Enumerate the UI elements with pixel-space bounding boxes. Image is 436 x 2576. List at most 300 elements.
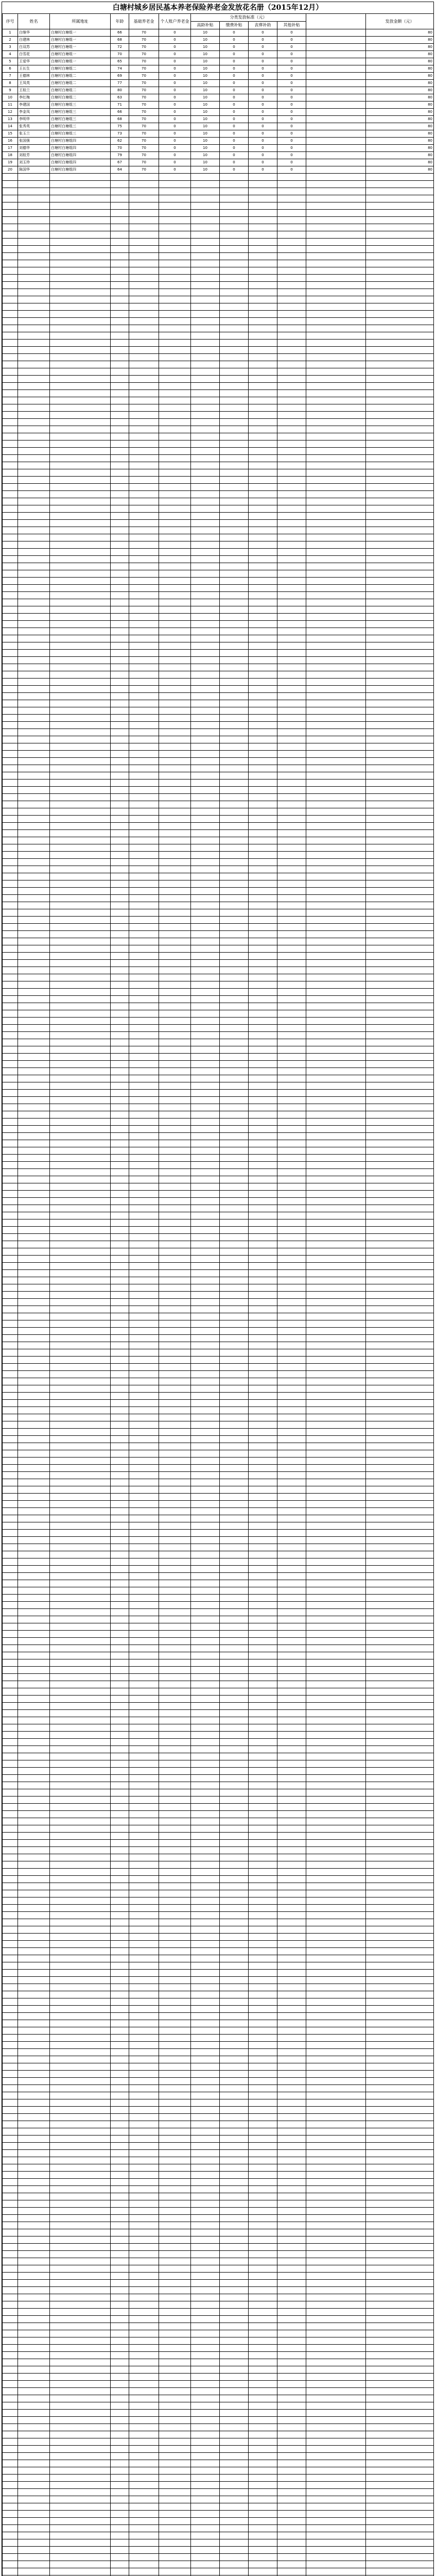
table-cell xyxy=(129,1256,159,1263)
table-cell xyxy=(50,1558,111,1566)
table-cell xyxy=(129,1212,159,1219)
table-cell xyxy=(191,1400,220,1407)
table-cell xyxy=(191,2330,220,2337)
table-cell xyxy=(277,2460,306,2467)
table-cell xyxy=(277,563,306,570)
table-cell xyxy=(18,404,50,412)
table-cell xyxy=(306,2056,366,2063)
table-cell xyxy=(306,1667,366,1674)
table-cell xyxy=(129,239,159,246)
table-row xyxy=(3,2222,434,2229)
table-cell xyxy=(18,2489,50,2496)
table-cell xyxy=(277,1869,306,1876)
table-cell xyxy=(366,1659,434,1667)
table-cell xyxy=(50,2568,111,2575)
table-cell xyxy=(50,2431,111,2438)
table-cell xyxy=(366,599,434,606)
table-cell xyxy=(191,938,220,945)
table-cell xyxy=(220,1176,249,1183)
table-cell xyxy=(18,1068,50,1075)
table-row xyxy=(3,1797,434,1804)
table-cell xyxy=(306,376,366,383)
table-cell xyxy=(3,1465,18,1472)
table-cell xyxy=(159,2525,191,2532)
table-cell xyxy=(220,1688,249,1696)
table-cell: 0 xyxy=(220,138,249,145)
table-cell xyxy=(129,1789,159,1797)
table-cell xyxy=(18,1046,50,1054)
table-row xyxy=(3,989,434,996)
table-cell xyxy=(306,772,366,779)
table-cell xyxy=(3,2099,18,2107)
table-cell xyxy=(18,549,50,556)
table-cell xyxy=(366,1486,434,1494)
table-row xyxy=(3,1652,434,1659)
table-cell xyxy=(3,1919,18,1926)
table-cell xyxy=(3,1450,18,1458)
table-cell xyxy=(249,2136,277,2143)
table-cell xyxy=(277,2518,306,2525)
table-cell xyxy=(191,1818,220,1825)
table-cell xyxy=(111,2316,129,2323)
table-cell xyxy=(111,1090,129,1097)
table-cell xyxy=(111,1645,129,1652)
table-cell xyxy=(366,2200,434,2208)
table-cell xyxy=(50,1840,111,1847)
table-cell xyxy=(129,1674,159,1681)
table-cell xyxy=(277,1111,306,1118)
table-cell xyxy=(191,2489,220,2496)
table-cell xyxy=(129,397,159,404)
table-cell xyxy=(18,1710,50,1717)
table-cell xyxy=(191,462,220,469)
table-cell xyxy=(191,491,220,498)
table-cell xyxy=(366,2532,434,2539)
table-cell xyxy=(129,217,159,224)
table-cell: 75 xyxy=(111,123,129,130)
table-cell xyxy=(159,1082,191,1090)
table-cell xyxy=(50,174,111,181)
table-cell xyxy=(3,1645,18,1652)
table-cell xyxy=(191,390,220,397)
table-cell xyxy=(366,1595,434,1602)
table-row xyxy=(3,1219,434,1227)
table-cell xyxy=(18,2287,50,2294)
table-cell xyxy=(191,1025,220,1032)
table-cell xyxy=(3,1580,18,1587)
table-cell xyxy=(366,253,434,260)
table-cell xyxy=(18,1681,50,1688)
table-cell xyxy=(306,945,366,953)
table-cell xyxy=(191,1833,220,1840)
table-cell xyxy=(249,1292,277,1299)
table-cell xyxy=(111,556,129,563)
table-cell xyxy=(50,534,111,541)
table-row xyxy=(3,1631,434,1638)
table-cell xyxy=(50,2410,111,2417)
table-cell xyxy=(220,2496,249,2503)
table-cell xyxy=(50,462,111,469)
table-cell xyxy=(50,924,111,931)
table-cell xyxy=(159,2186,191,2193)
table-cell xyxy=(159,2388,191,2395)
table-cell xyxy=(3,1537,18,1544)
table-cell xyxy=(18,2193,50,2200)
table-cell xyxy=(306,2013,366,2020)
table-cell xyxy=(159,1977,191,1984)
table-cell xyxy=(50,1357,111,1364)
table-cell xyxy=(249,1284,277,1292)
table-row xyxy=(3,311,434,318)
table-cell xyxy=(191,707,220,715)
table-cell xyxy=(191,693,220,700)
table-cell xyxy=(191,419,220,426)
table-cell xyxy=(306,2417,366,2424)
table-cell xyxy=(277,960,306,967)
table-cell xyxy=(159,1342,191,1349)
table-cell xyxy=(306,275,366,282)
table-cell xyxy=(277,1219,306,1227)
table-cell xyxy=(50,1724,111,1732)
table-row xyxy=(3,2049,434,2056)
table-cell xyxy=(111,1609,129,1616)
table-cell xyxy=(18,2063,50,2071)
table-cell xyxy=(366,224,434,231)
table-cell: 70 xyxy=(129,159,159,166)
table-row xyxy=(3,2438,434,2446)
table-cell xyxy=(220,1162,249,1169)
table-cell: 0 xyxy=(159,87,191,94)
table-cell xyxy=(366,1840,434,1847)
table-cell xyxy=(18,686,50,693)
table-cell xyxy=(50,1573,111,1580)
table-cell xyxy=(220,1090,249,1097)
table-cell xyxy=(18,1883,50,1890)
table-cell xyxy=(191,1169,220,1176)
table-cell xyxy=(129,1797,159,1804)
table-cell xyxy=(3,325,18,332)
table-cell xyxy=(111,2186,129,2193)
table-cell xyxy=(111,931,129,938)
table-row xyxy=(3,642,434,650)
table-cell xyxy=(50,1133,111,1140)
table-cell xyxy=(18,1320,50,1328)
table-cell xyxy=(3,217,18,224)
table-cell: 70 xyxy=(111,51,129,58)
table-row xyxy=(3,679,434,686)
table-row xyxy=(3,664,434,671)
table-cell xyxy=(50,816,111,823)
table-cell xyxy=(129,736,159,743)
table-row xyxy=(3,902,434,909)
table-cell xyxy=(159,2027,191,2035)
table-cell xyxy=(3,873,18,880)
table-cell xyxy=(50,1082,111,1090)
table-cell xyxy=(277,390,306,397)
table-cell xyxy=(277,2222,306,2229)
table-cell xyxy=(129,1075,159,1082)
table-cell xyxy=(220,1097,249,1104)
table-cell xyxy=(129,2099,159,2107)
table-cell xyxy=(111,1746,129,1753)
table-row xyxy=(3,1861,434,1869)
table-cell xyxy=(18,347,50,354)
table-cell xyxy=(191,1941,220,1948)
table-cell xyxy=(220,852,249,859)
table-cell: 0 xyxy=(277,44,306,51)
table-cell xyxy=(3,599,18,606)
table-row xyxy=(3,303,434,311)
table-cell xyxy=(249,2071,277,2078)
table-cell xyxy=(366,1602,434,1609)
table-cell xyxy=(191,895,220,902)
table-cell xyxy=(50,2482,111,2489)
table-cell xyxy=(18,2164,50,2172)
table-row xyxy=(3,2164,434,2172)
table-cell xyxy=(50,1054,111,1061)
table-cell xyxy=(50,1068,111,1075)
table-cell xyxy=(111,614,129,621)
table-cell xyxy=(306,1443,366,1450)
table-cell xyxy=(277,1840,306,1847)
table-cell xyxy=(277,621,306,628)
table-row xyxy=(3,289,434,296)
table-cell xyxy=(111,2200,129,2208)
table-cell xyxy=(159,354,191,361)
table-cell xyxy=(249,707,277,715)
table-cell xyxy=(18,2359,50,2366)
table-cell xyxy=(18,556,50,563)
table-cell xyxy=(366,2027,434,2035)
table-cell xyxy=(18,1955,50,1962)
table-cell xyxy=(18,1335,50,1342)
table-cell xyxy=(366,1263,434,1270)
table-cell xyxy=(111,195,129,202)
table-row xyxy=(3,166,434,174)
table-cell xyxy=(306,2547,366,2554)
table-cell xyxy=(306,1580,366,1587)
table-cell xyxy=(277,1306,306,1313)
table-cell xyxy=(129,621,159,628)
table-cell xyxy=(50,1854,111,1861)
table-cell xyxy=(249,2049,277,2056)
table-cell xyxy=(366,1804,434,1811)
table-cell xyxy=(111,2489,129,2496)
table-cell xyxy=(3,1573,18,1580)
table-cell xyxy=(306,1818,366,1825)
table-cell xyxy=(249,217,277,224)
table-cell xyxy=(18,779,50,787)
table-cell xyxy=(129,231,159,239)
table-cell xyxy=(18,729,50,736)
table-cell xyxy=(50,715,111,722)
table-cell xyxy=(129,570,159,578)
table-cell xyxy=(220,181,249,188)
table-cell xyxy=(306,888,366,895)
table-cell xyxy=(366,1169,434,1176)
table-cell xyxy=(159,2503,191,2511)
table-cell xyxy=(306,1155,366,1162)
table-cell xyxy=(50,1313,111,1320)
table-cell xyxy=(3,2244,18,2251)
table-cell xyxy=(191,267,220,275)
table-cell xyxy=(50,1090,111,1097)
table-cell xyxy=(366,570,434,578)
table-cell xyxy=(191,289,220,296)
table-cell xyxy=(220,2172,249,2179)
table-cell xyxy=(3,1667,18,1674)
table-cell xyxy=(220,2193,249,2200)
table-cell xyxy=(3,520,18,527)
table-cell xyxy=(249,1616,277,1623)
table-cell xyxy=(159,1371,191,1378)
table-cell xyxy=(50,960,111,967)
table-cell xyxy=(18,1652,50,1659)
table-cell xyxy=(191,1811,220,1818)
table-cell xyxy=(129,1681,159,1688)
table-cell xyxy=(220,664,249,671)
table-row xyxy=(3,1804,434,1811)
table-cell xyxy=(366,1458,434,1465)
table-row xyxy=(3,1724,434,1732)
table-cell xyxy=(50,2035,111,2042)
table-row xyxy=(3,296,434,303)
table-cell xyxy=(159,859,191,866)
table-cell xyxy=(50,1205,111,1212)
table-cell: 0 xyxy=(277,109,306,116)
table-cell xyxy=(159,311,191,318)
table-cell xyxy=(18,1595,50,1602)
table-cell xyxy=(306,2114,366,2121)
table-cell xyxy=(111,729,129,736)
table-cell xyxy=(50,657,111,664)
table-cell xyxy=(3,260,18,267)
table-cell xyxy=(277,1212,306,1219)
table-cell xyxy=(50,1140,111,1147)
table-cell xyxy=(191,2049,220,2056)
table-cell xyxy=(129,390,159,397)
table-cell xyxy=(159,2547,191,2554)
table-cell xyxy=(306,1140,366,1147)
table-cell xyxy=(277,2410,306,2417)
table-cell xyxy=(50,1897,111,1905)
table-cell xyxy=(159,1364,191,1371)
table-cell xyxy=(50,844,111,852)
table-cell xyxy=(220,823,249,830)
table-cell xyxy=(191,246,220,253)
table-cell xyxy=(277,332,306,340)
table-cell xyxy=(249,816,277,823)
table-cell xyxy=(111,1522,129,1530)
table-cell xyxy=(18,455,50,462)
table-cell xyxy=(129,2359,159,2366)
table-cell xyxy=(111,888,129,895)
table-cell xyxy=(366,743,434,751)
table-cell xyxy=(18,1833,50,1840)
table-cell xyxy=(306,202,366,210)
table-cell xyxy=(18,1205,50,1212)
table-row xyxy=(3,484,434,491)
table-cell xyxy=(306,1825,366,1833)
table-cell xyxy=(277,902,306,909)
table-cell xyxy=(50,239,111,246)
table-cell: 李明华 xyxy=(18,116,50,123)
table-cell xyxy=(306,448,366,455)
table-cell xyxy=(3,505,18,513)
table-cell xyxy=(18,2092,50,2099)
table-cell xyxy=(277,556,306,563)
table-cell xyxy=(366,2475,434,2482)
table-cell xyxy=(366,1522,434,1530)
table-row xyxy=(3,469,434,477)
table-cell xyxy=(129,1717,159,1724)
table-cell xyxy=(220,2467,249,2475)
table-cell xyxy=(3,1905,18,1912)
table-row xyxy=(3,2186,434,2193)
table-cell xyxy=(159,1018,191,1025)
table-cell xyxy=(277,592,306,599)
table-cell xyxy=(366,527,434,534)
table-cell xyxy=(129,1025,159,1032)
table-cell xyxy=(306,2035,366,2042)
table-cell xyxy=(18,267,50,275)
table-cell xyxy=(220,1580,249,1587)
table-cell: 0 xyxy=(277,116,306,123)
table-cell xyxy=(277,1364,306,1371)
table-cell xyxy=(159,2042,191,2049)
table-cell xyxy=(191,1234,220,1241)
table-cell xyxy=(18,606,50,614)
table-cell xyxy=(129,1111,159,1118)
table-row xyxy=(3,1061,434,1068)
table-cell xyxy=(249,202,277,210)
table-cell xyxy=(277,2186,306,2193)
header-sub1: 高龄补贴 xyxy=(191,22,220,29)
table-cell xyxy=(220,1609,249,1616)
table-cell xyxy=(191,1328,220,1335)
table-cell xyxy=(3,332,18,340)
table-cell xyxy=(277,412,306,419)
table-cell xyxy=(111,592,129,599)
table-cell: 0 xyxy=(159,94,191,101)
table-row xyxy=(3,159,434,166)
table-cell xyxy=(3,2301,18,2309)
table-cell xyxy=(50,332,111,340)
table-row xyxy=(3,1869,434,1876)
table-cell xyxy=(220,772,249,779)
table-row xyxy=(3,895,434,902)
table-cell xyxy=(249,2186,277,2193)
table-cell xyxy=(129,448,159,455)
table-cell xyxy=(191,1732,220,1739)
table-cell xyxy=(306,1558,366,1566)
table-cell: 0 xyxy=(220,130,249,138)
table-cell xyxy=(249,2092,277,2099)
table-row xyxy=(3,628,434,635)
table-cell xyxy=(3,1558,18,1566)
table-cell xyxy=(249,1811,277,1818)
table-cell xyxy=(3,2006,18,2013)
table-cell: 王长生 xyxy=(18,65,50,73)
table-cell xyxy=(18,743,50,751)
table-cell xyxy=(111,303,129,311)
table-cell xyxy=(366,1861,434,1869)
table-cell xyxy=(111,578,129,585)
table-cell xyxy=(129,1840,159,1847)
table-cell xyxy=(191,650,220,657)
table-cell xyxy=(129,1804,159,1811)
table-cell: 白塘村白塘组二 xyxy=(50,80,111,87)
